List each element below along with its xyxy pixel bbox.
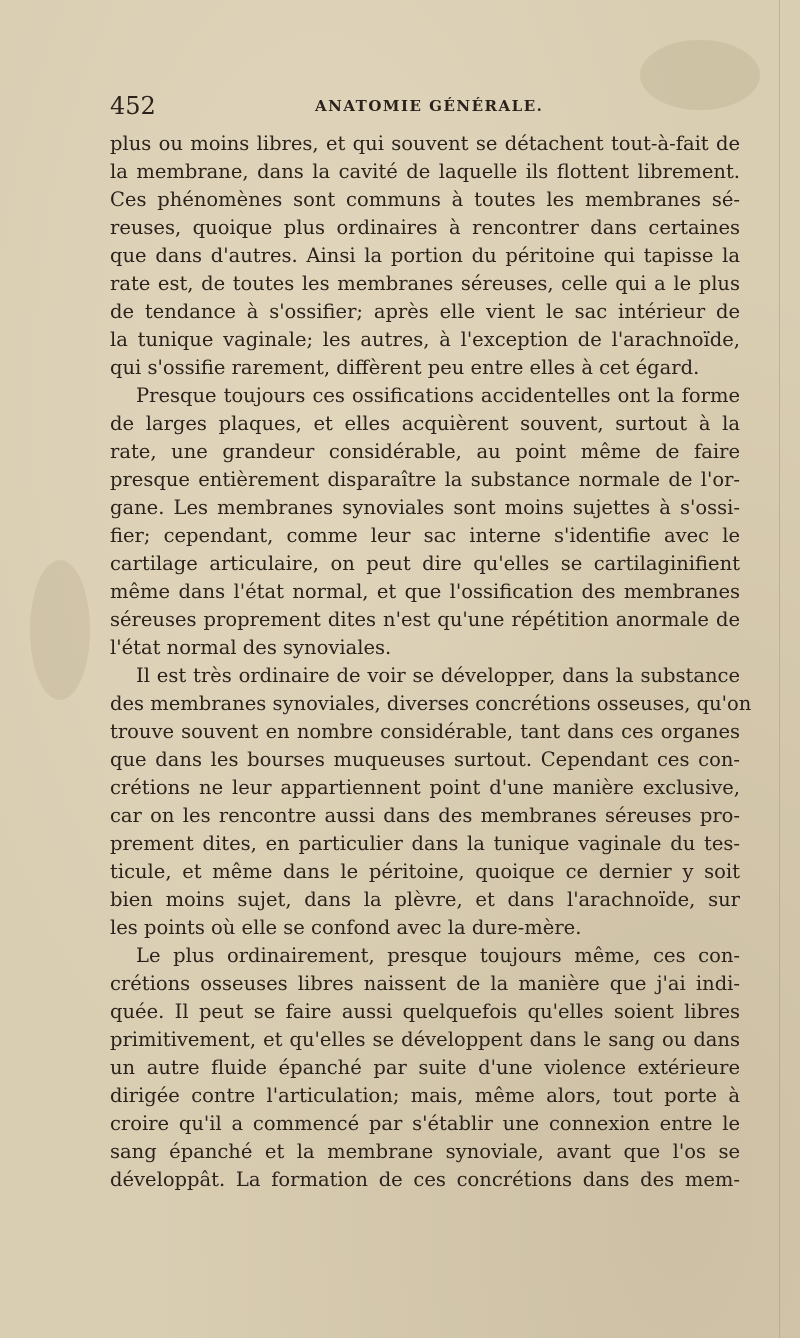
text-line: croire qu'il a commencé par s'établir une connexion entre le — [110, 1112, 740, 1135]
text-line: crétions ne leur appartiennent point d'une manière exclusive, — [110, 776, 740, 799]
running-title: ANATOMIE GÉNÉRALE. — [315, 97, 544, 115]
text-line: dirigée contre l'articulation; mais, même alors, tout porte à — [110, 1084, 740, 1107]
page-number: 452 — [110, 92, 156, 120]
text-line: fier; cependant, comme leur sac interne s'identifie avec le — [110, 524, 740, 547]
text-line: cartilage articulaire, on peut dire qu'elles se cartilaginifient — [110, 552, 740, 575]
text-line: trouve souvent en nombre considérable, tant dans ces organes — [110, 720, 740, 743]
text-line: la tunique vaginale; les autres, à l'exception de l'arachnoïde, — [110, 328, 740, 351]
text-line: de larges plaques, et elles acquièrent souvent, surtout à la — [110, 412, 740, 435]
text-line: Le plus ordinairement, presque toujours même, ces con- — [136, 944, 740, 967]
text-line: les points où elle se confond avec la dure-mère. — [110, 916, 582, 939]
text-line: Il est très ordinaire de voir se développer, dans la substance — [136, 664, 740, 687]
text-line: que dans d'autres. Ainsi la portion du péritoine qui tapisse la — [110, 244, 740, 267]
text-line: même dans l'état normal, et que l'ossification des membranes — [110, 580, 740, 603]
page-edge-shadow — [779, 0, 780, 1338]
text-line: reuses, quoique plus ordinaires à rencontrer dans certaines — [110, 216, 740, 239]
text-line: quée. Il peut se faire aussi quelquefois qu'elles soient libres — [110, 1000, 740, 1023]
text-line: bien moins sujet, dans la plèvre, et dans l'arachnoïde, sur — [110, 888, 740, 911]
running-head — [110, 92, 740, 120]
text-line: un autre fluide épanché par suite d'une violence extérieure — [110, 1056, 740, 1079]
text-line: plus ou moins libres, et qui souvent se détachent tout-à-fait de — [110, 132, 740, 155]
text-line: séreuses proprement dites n'est qu'une répétition anormale de — [110, 608, 740, 631]
text-line: rate, une grandeur considérable, au point même de faire — [110, 440, 740, 463]
text-line: primitivement, et qu'elles se développent dans le sang ou dans — [110, 1028, 740, 1051]
text-line: développât. La formation de ces concrétions dans des mem- — [110, 1168, 740, 1191]
body-text — [110, 130, 752, 1194]
paper-stain — [30, 560, 90, 700]
text-line: la membrane, dans la cavité de laquelle ils flottent librement. — [110, 160, 740, 183]
text-line: car on les rencontre aussi dans des membranes séreuses pro- — [110, 804, 740, 827]
text-line: qui s'ossifie rarement, diffèrent peu entre elles à cet égard. — [110, 356, 700, 379]
text-line: gane. Les membranes synoviales sont moins sujettes à s'ossi- — [110, 496, 740, 519]
text-line: presque entièrement disparaître la substance normale de l'or- — [110, 468, 740, 491]
text-line: rate est, de toutes les membranes séreuses, celle qui a le plus — [110, 272, 740, 295]
text-line: prement dites, en particulier dans la tunique vaginale du tes- — [110, 832, 740, 855]
text-line: de tendance à s'ossifier; après elle vient le sac intérieur de — [110, 300, 740, 323]
text-line: ticule, et même dans le péritoine, quoique ce dernier y soit — [110, 860, 740, 883]
text-line: des membranes synoviales, diverses concrétions osseuses, qu'on — [110, 692, 752, 715]
text-line: crétions osseuses libres naissent de la manière que j'ai indi- — [110, 972, 740, 995]
text-line: Presque toujours ces ossifications accidentelles ont la forme — [136, 384, 740, 407]
text-line: que dans les bourses muqueuses surtout. Cependant ces con- — [110, 748, 740, 771]
text-line: Ces phénomènes sont communs à toutes les membranes sé- — [110, 188, 740, 211]
text-line: sang épanché et la membrane synoviale, avant que l'os se — [110, 1140, 740, 1163]
text-line: l'état normal des synoviales. — [110, 636, 392, 659]
